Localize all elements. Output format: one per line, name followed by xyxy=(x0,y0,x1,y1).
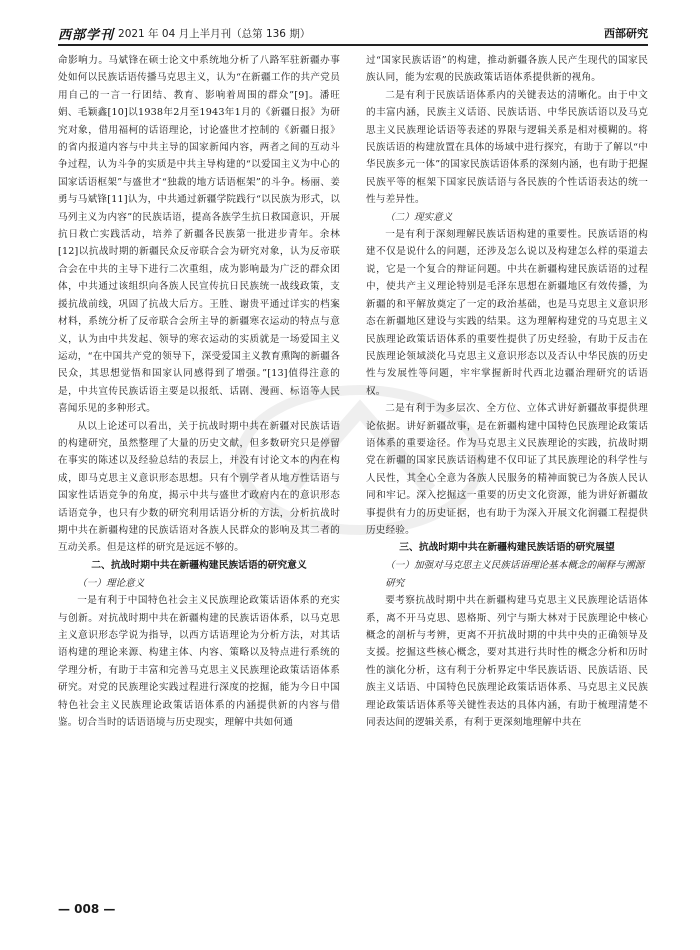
section-heading: 二、抗战时期中共在新疆构建民族话语的研究意义 xyxy=(91,559,307,571)
page-header xyxy=(58,22,648,46)
left-column xyxy=(58,52,340,897)
paragraph: 过“国家民族话语”的构建，推动新疆各族人民产生现代的国家民族认同，能为宏观的民族政策话语体系提供新的视角。 xyxy=(366,55,648,84)
section-name: 西部研究 xyxy=(604,27,648,40)
right-column xyxy=(366,52,648,897)
paragraph: 二是有利于为多层次、全方位、立体式讲好新疆故事提供理论依据。讲好新疆故事，是在新疆构建中国特色民族理论政策话语体系的重要途径。作为马克思主义民族理论的实践，抗战时期党在新疆的国家民族话语构建不仅印证了其民族理论的科学性与人民性，其全心全意为各族人民服务的精神面貌已为各族人民认同和牢记。深入挖掘这一重要的历史文化资源，能为讲好新疆故事提供有力的历史证据，也有助于为深入开展文化润疆工程提供历史经验。 xyxy=(366,403,648,536)
page-number: — 008 — xyxy=(58,902,116,916)
journal-logo: 西部学刊 xyxy=(58,27,115,43)
issue-info: 2021 年 04 月上半月刊（总第 136 期） xyxy=(118,27,311,40)
paragraph: 要考察抗战时期中共在新疆构建马克思主义民族理论话语体系，离不开马克思、恩格斯、列宁与斯大林对于民族理论中核心概念的剖析与考辨，更离不开抗战时期的中共中央的正确领导及支援。挖掘这些核心概念，要对其进行共时性的概念分析和历时性的演化分析，这有利于分析界定中华民族话语、民族话语、民族主义话语、中国特色民族理论政策话语体系、马克思主义民族理论政策话语体系等关键性表达的具体内涵，有助于梳理清楚不同表达间的逻辑关系，有利于更深刻地理解中共在 xyxy=(366,595,648,729)
paragraph: 一是有利于中国特色社会主义民族理论政策话语体系的充实与创新。对抗战时期中共在新疆构建的民族话语体系，以马克思主义意识形态学说为指导，以西方话语理论为分析方法，对其话语构建的理论来源、构建主体、内容、策略以及特点进行系统的学理分析，有助于丰富和完善马克思主义民族理论政策话语体系研究。对党的民族理论实践过程进行深度的挖掘，能为今日中国特色社会主义民族理论政策话语体系的内涵提供新的内容与借鉴。切合当时的话语语境与历史现实，理解中共如何通 xyxy=(58,595,340,729)
paragraph: 一是有利于深刻理解民族话语构建的重要性。民族话语的构建不仅是说什么的问题，还涉及怎么说以及构建怎么样的渠道去说，它是一个复合的辩证问题。中共在新疆构建民族话语的过程中，使共产主义理论特别是毛泽东思想在新疆地区有效传播，为新疆的和平解放奠定了一定的政治基础，也是马克思主义意识形态在新疆地区建设与实践的结果。这为理解构建党的马克思主义民族理论政策话语体系的重要性提供了历史经验，有助于反击在民族理论领域淡化马克思主义意识形态以及否认中华民族的历史性与发展性等问题，牢牢掌握新时代西北边疆治理研究的话语权。 xyxy=(366,229,648,397)
article-body xyxy=(58,52,648,897)
paragraph: 从以上论述可以看出，关于抗战时期中共在新疆对民族话语的构建研究，虽然整理了大量的历史文献，但多数研究只是停留在事实的陈述以及经验总结的表层上，并没有讨论文本的内在构成，即马克思主义意识形态思想。只有个别学者从地方性话语与国家性话语竞争的角度，揭示中共与盛世才政府内在的意识形态话语竞争，也只有少数的研究利用话语分析的方法，分析抗战时期中共在新疆构建的民族话语对各族人民群众的影响及其二者的互动关系。但是这样的研究是远远不够的。 xyxy=(58,420,340,554)
paragraph: 二是有利于民族话语体系内的关键表达的清晰化。由于中文的丰富内涵，民族主义话语、民族话语、中华民族话语以及马克思主义民族理论话语等表述的界限与逻辑关系是相对模糊的。将民族话语的构建放置在具体的场域中进行探究，有助于了解以“中华民族多元一体”的国家民族话语体系的深刻内涵，也有助于把握民族平等的框架下国家民族话语与各民族的个性话语表达的统一性与差异性。 xyxy=(366,89,648,206)
paragraph: 命影响力。马斌锋在硕士论文中系统地分析了八路军驻新疆办事处如何以民族话语传播马克思主义，认为“在新疆工作的共产党员用自己的一言一行团结、教育、影响着周围的群众”[9]。潘旺娟、毛颖鑫[10]以1938年2月至1943年1月的《新疆日报》为研究对象，借用福柯的话语理论，讨论盛世才控制的《新疆日报》的省内报道内容与中共主导的国家新闻内容，两者之间的互动斗争过程，认为斗争的实质是中共主导构建的“以爱国主义为中心的国家话语框架”与盛世才“独裁的地方话语框架”的斗争。杨丽、姜勇与马斌锋[11]认为，中共通过新疆学院践行“以民族为形式，以马列主义为内容”的民族话语，提高各族学生抗日救国意识，开展抗日救亡实践活动，培养了新疆各民族第一批进步青年。余林[12]以抗战时期的新疆民众反帝联合会为研究对象，认为反帝联合会在中共的主导下进行二次重组，成为影响最为广泛的群众团体，中共通过该组织向各族人民宣传抗日民族统一战线政策，支援抗战前线，巩固了抗战大后方。王胜、谢贵平通过详实的档案材料，系统分析了反帝联合会所主导的新疆寒衣运动的特点与意义，认为由中共发起、领导的寒衣运动的实质就是一场爱国主义运动，“在中国共产党的领导下，深受爱国主义教育熏陶的新疆各民众，其思想觉悟和国家认同感得到了增强。”[13]值得注意的是，中共宣传民族话语主要是以报纸、话剧、漫画、标语等人民喜闻乐见的多种形式。 xyxy=(58,55,340,415)
subsection-heading: （一）加强对马克思主义民族话语理论基本概念的阐释与溯源研究 xyxy=(385,560,645,589)
section-heading: 三、抗战时期中共在新疆构建民族话语的研究展望 xyxy=(399,542,615,554)
header-left xyxy=(58,24,310,43)
subsection-heading: （一）理论意义 xyxy=(77,577,145,589)
subsection-heading: （二）现实意义 xyxy=(385,211,453,223)
